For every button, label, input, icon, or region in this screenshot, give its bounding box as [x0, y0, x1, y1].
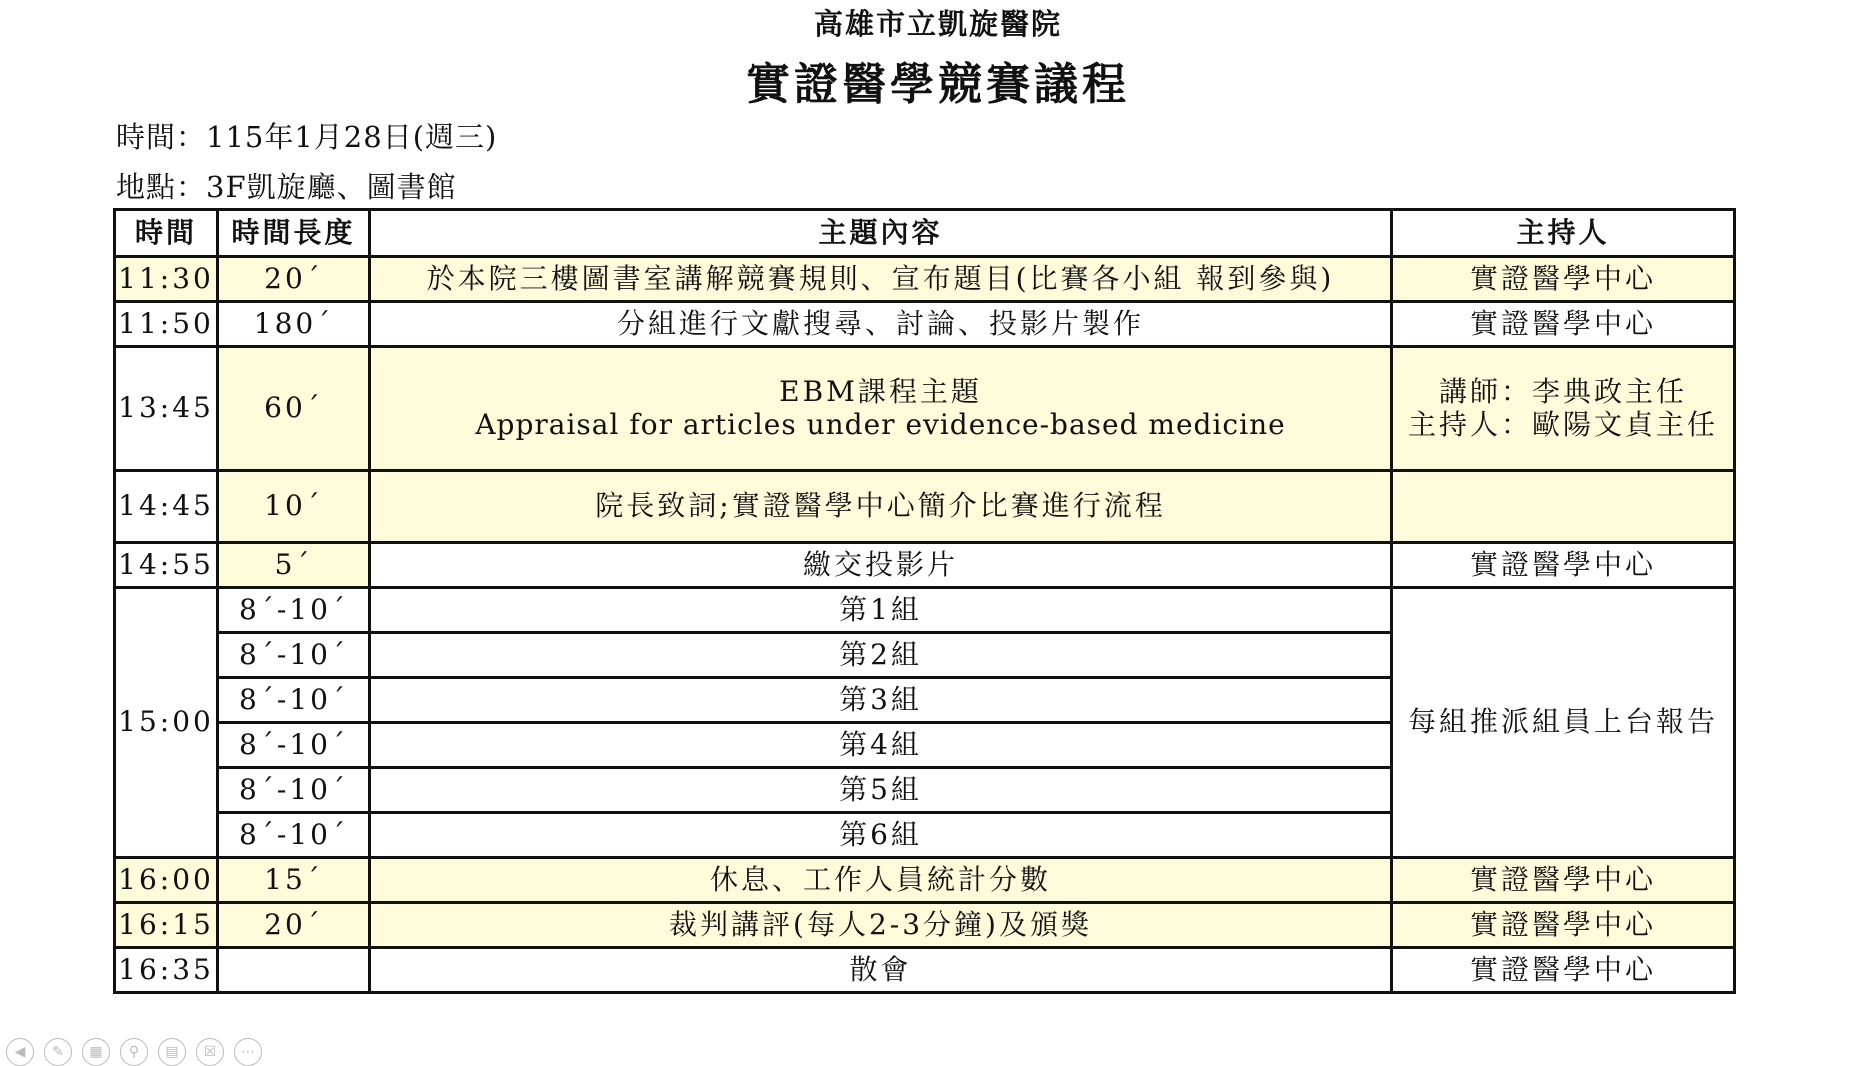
group-duration: 8´-10´	[218, 768, 370, 813]
row-host: 實證醫學中心	[1392, 543, 1735, 588]
row-duration: 5´	[218, 543, 370, 588]
row-host: 實證醫學中心	[1392, 858, 1735, 903]
topic-subtitle: Appraisal for articles under evidence-based medicine	[475, 407, 1286, 441]
row-time: 11:50	[115, 302, 218, 347]
row-topic: 分組進行文獻搜尋、討論、投影片製作	[370, 302, 1392, 347]
topic-title: EBM課程主題	[779, 375, 982, 409]
row-duration: 10´	[218, 471, 370, 543]
table-row	[115, 588, 1735, 633]
row-time: 14:55	[115, 543, 218, 588]
host-lecturer: 講師：李典政主任	[1438, 375, 1687, 409]
table-row	[115, 858, 1735, 903]
row-duration: 60´	[218, 347, 370, 471]
blank-screen-icon[interactable]: ☒	[196, 1038, 224, 1066]
row-topic: 散會	[370, 948, 1392, 993]
more-options-icon[interactable]: ⋯	[234, 1038, 262, 1066]
row-host: 實證醫學中心	[1392, 948, 1735, 993]
table-row	[115, 257, 1735, 302]
row-host: 實證醫學中心	[1392, 257, 1735, 302]
row-topic: 休息、工作人員統計分數	[370, 858, 1392, 903]
hospital-name: 高雄市立凱旋醫院	[813, 7, 1062, 41]
row-host: 每組推派組員上台報告	[1392, 588, 1735, 858]
group-duration: 8´-10´	[218, 813, 370, 858]
row-duration	[218, 948, 370, 993]
table-row	[115, 347, 1735, 471]
event-date: 時間：115年1月28日(週三)	[116, 120, 498, 154]
subtitle-icon[interactable]: ▤	[158, 1038, 186, 1066]
group-duration: 8´-10´	[218, 633, 370, 678]
column-header-duration: 時間長度	[218, 210, 370, 257]
row-topic: 裁判講評(每人2-3分鐘)及頒獎	[370, 903, 1392, 948]
group-topic: 第6組	[370, 813, 1392, 858]
group-duration: 8´-10´	[218, 723, 370, 768]
row-time: 14:45	[115, 471, 218, 543]
row-host	[1392, 471, 1735, 543]
host-moderator: 主持人：歐陽文貞主任	[1407, 407, 1718, 441]
row-topic: 繳交投影片	[370, 543, 1392, 588]
pen-icon[interactable]: ✎	[44, 1038, 72, 1066]
slides-icon[interactable]: ▦	[82, 1038, 110, 1066]
row-time: 16:00	[115, 858, 218, 903]
table-row	[115, 302, 1735, 347]
row-topic: 院長致詞;實證醫學中心簡介比賽進行流程	[370, 471, 1392, 543]
row-host: 實證醫學中心	[1392, 302, 1735, 347]
table-row	[115, 543, 1735, 588]
column-header-host: 主持人	[1392, 210, 1735, 257]
group-topic: 第3組	[370, 678, 1392, 723]
group-topic: 第1組	[370, 588, 1392, 633]
group-topic: 第2組	[370, 633, 1392, 678]
slide-toolbar	[0, 1038, 306, 1060]
row-duration: 180´	[218, 302, 370, 347]
row-time: 16:15	[115, 903, 218, 948]
table-header-row	[115, 210, 1735, 257]
event-venue: 地點：3F凱旋廳、圖書館	[116, 170, 457, 204]
page-title: 實證醫學競賽議程	[746, 59, 1130, 110]
row-host	[1392, 347, 1735, 471]
table-row	[115, 903, 1735, 948]
group-topic: 第4組	[370, 723, 1392, 768]
row-host: 實證醫學中心	[1392, 903, 1735, 948]
row-time: 11:30	[115, 257, 218, 302]
row-time: 16:35	[115, 948, 218, 993]
zoom-icon[interactable]: ⚲	[120, 1038, 148, 1066]
previous-icon[interactable]: ◀	[6, 1038, 34, 1066]
row-time: 15:00	[115, 588, 218, 858]
row-duration: 15´	[218, 858, 370, 903]
row-topic	[370, 347, 1392, 471]
group-duration: 8´-10´	[218, 588, 370, 633]
row-duration: 20´	[218, 903, 370, 948]
column-header-time: 時間	[115, 210, 218, 257]
group-topic: 第5組	[370, 768, 1392, 813]
table-row	[115, 471, 1735, 543]
row-time: 13:45	[115, 347, 218, 471]
row-topic: 於本院三樓圖書室講解競賽規則、宣布題目(比賽各小組 報到參與)	[370, 257, 1392, 302]
column-header-topic: 主題內容	[370, 210, 1392, 257]
agenda-table	[113, 208, 1736, 994]
table-row	[115, 948, 1735, 993]
group-duration: 8´-10´	[218, 678, 370, 723]
row-duration: 20´	[218, 257, 370, 302]
